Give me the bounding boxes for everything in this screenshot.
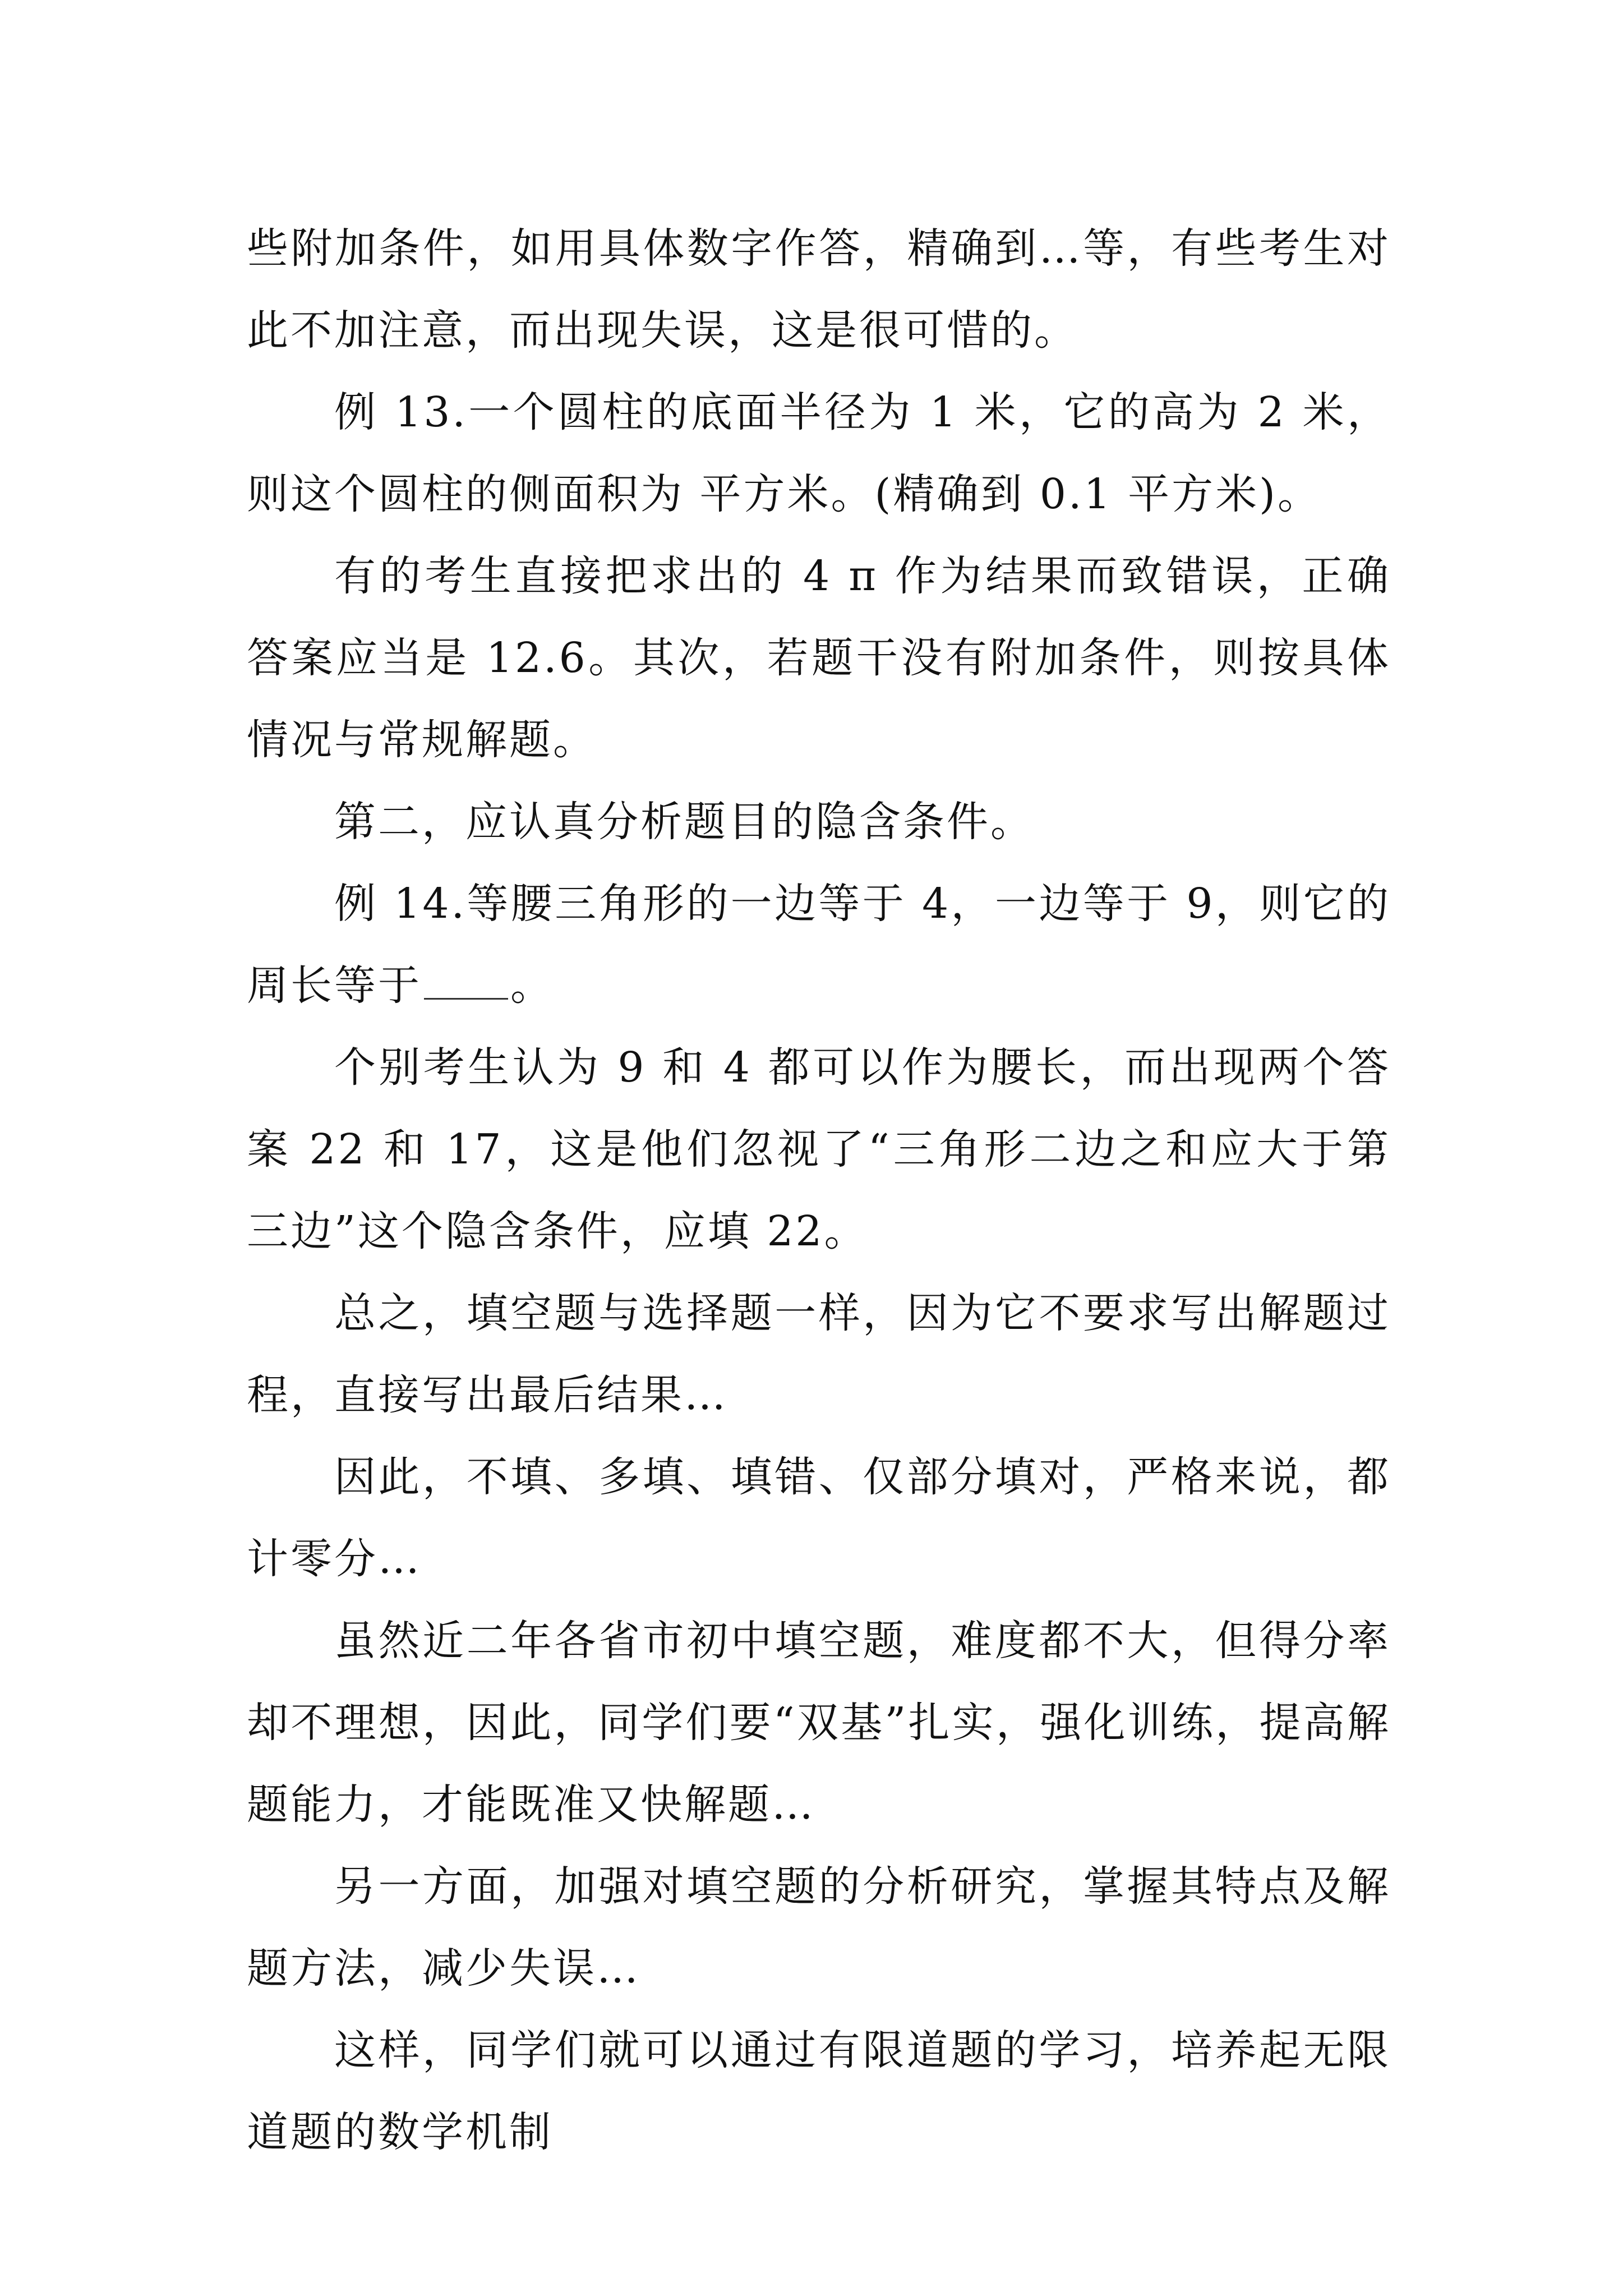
paragraph-example-14-answer: 个别考生认为 9 和 4 都可以作为腰长，而出现两个答案 22 和 17，这是他们忽视了“三角形二边之和应大于第三边”这个隐含条件，应填 22。	[247, 1043, 1391, 1255]
document-body	[247, 208, 1391, 2173]
paragraph-scoring: 因此，不填、多填、填错、仅部分填对，严格来说，都计零分…	[247, 1453, 1391, 1583]
paragraph-example-13-answer: 有的考生直接把求出的 4 π 作为结果而致错误，正确答案应当是 12.6。其次，若题干没有附加条件，则按具体情况与常规解题。	[247, 552, 1391, 764]
paragraph-difficulty: 虽然近二年各省市初中填空题，难度都不大，但得分率却不理想，因此，同学们要“双基”扎实，强化训练，提高解题能力，才能既准又快解题…	[247, 1617, 1391, 1829]
paragraph-example-13: 例 13.一个圆柱的底面半径为 1 米，它的高为 2 米，则这个圆柱的侧面积为 平方米。(精确到 0.1 平方米)。	[247, 388, 1391, 518]
example-14-question-end: 。	[510, 961, 554, 1010]
paragraph-conclusion: 这样，同学们就可以通过有限道题的学习，培养起无限道题的数学机制	[247, 2026, 1391, 2156]
paragraph-example-14	[247, 863, 1391, 1027]
paragraph-continuation: 些附加条件，如用具体数字作答，精确到…等，有些考生对此不加注意，而出现失误，这是很可惜的。	[247, 224, 1391, 355]
paragraph-research: 另一方面，加强对填空题的分析研究，掌握其特点及解题方法，减少失误…	[247, 1862, 1391, 1993]
example-14-question: 例 14.等腰三角形的一边等于 4，一边等于 9，则它的周长等于	[247, 880, 1391, 1010]
answer-blank	[424, 959, 508, 1000]
paragraph-summary: 总之，填空题与选择题一样，因为它不要求写出解题过程，直接写出最后结果…	[247, 1289, 1391, 1419]
paragraph-hidden-conditions: 第二，应认真分析题目的隐含条件。	[334, 798, 1034, 846]
